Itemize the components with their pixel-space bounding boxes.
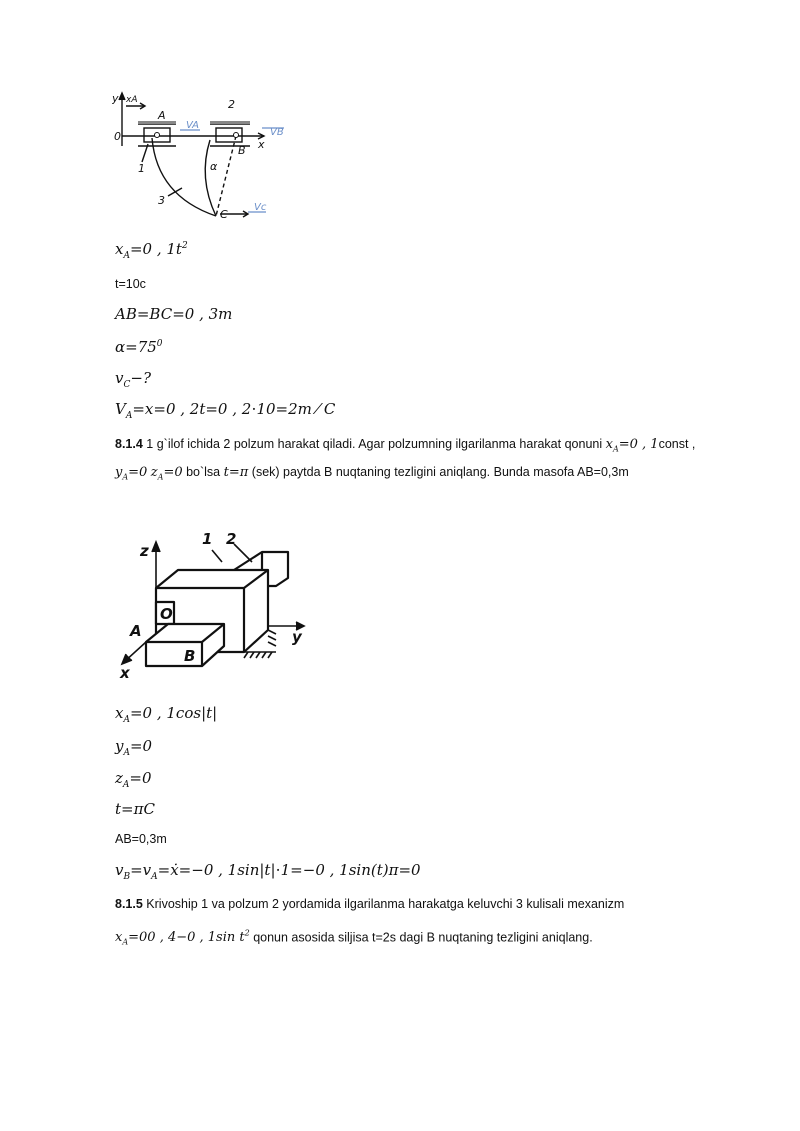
problem-number: 8.1.5 [115,897,143,911]
equation2-za: $z_A=0$ [115,769,152,790]
equation2-vb: $v_B=v_A=ẋ=-0$ , 1sin|t|⋅1=−0 , 1sin(t)π=0 [115,861,421,882]
equation2-xa: $x_A=0$ , 1cos|t| [115,704,218,725]
fig1-label-alpha: α [210,160,218,173]
problem-8-1-5 [115,893,775,954]
fig2-label-x: x [120,664,130,680]
fig2-label-b: B [184,647,196,665]
fig2-label-z: z [140,542,149,560]
fig1-label-c: C [220,208,228,220]
fig2-label-1: 1 [202,530,213,548]
fig2-label-y: y [292,628,302,646]
distance-ab: AB=0,3m [115,832,167,846]
fig1-label-a: A [158,109,166,122]
problem-8-1-5-line1: 8.1.5 Krivoship 1 va polzum 2 yordamida ilgarilanma harakatga keluvchi 3 kulisali mexanizm [115,897,625,911]
equation-vc-unknown: $v_C-$? [115,369,151,390]
time-value: t=10c [115,277,146,291]
fig1-label-va: VA [186,120,200,131]
equation-ab-bc: AB=BC=0 , 3m [115,305,233,323]
fig1-label-xa: xA [126,95,138,105]
fig1-label-y: y [112,92,119,105]
fig1-label-o: 0 [114,130,121,143]
problem-8-1-4 [115,433,775,488]
fig2-label-2: 2 [226,530,237,548]
inline-math-xa: $x_A=0$ , 1 [605,437,659,454]
equation-xa: $x_A=0$ , $1t^2$ [115,240,188,261]
fig1-label-vc: Vc [254,202,267,213]
problem-number: 8.1.4 [115,437,143,451]
problem-8-1-5-line2: $x_A=00$ , 4−0 , 1sin $t^2$ qonun asosida siljisa t=2s dagi B nuqtaning tezligini aniqlang. [115,929,593,947]
fig2-label-o: O [160,605,173,623]
fig1-label-1: 1 [138,162,145,175]
fig1-label-x: x [258,138,265,151]
fig1-label-3: 3 [158,194,165,207]
equation2-t: t=πC [115,800,155,818]
slider-box-figure-2 [116,530,316,680]
problem-8-1-4-line2: $y_A=0$ $z_A=0$ bo`lsa t=π (sek) paytda B nuqtaning tezligini aniqlang. Bunda masofa AB=0,3m [115,464,629,482]
fig1-label-2: 2 [228,98,235,111]
problem-8-1-4-line1: 8.1.4 1 g`ilof ichida 2 polzum harakat qiladi. Agar polzumning ilgarilanma harakat qonuni $x_A=0$ , 1const , [115,437,696,454]
fig1-label-vb: VB [270,127,284,138]
mechanism-figure-1 [112,88,302,220]
fig1-label-b: B [238,144,246,157]
equation2-ya: $y_A=0$ [115,737,153,758]
equation-va: $V_A=x=0$ , 2t=0 , 2⋅10=2m ⁄ C [115,400,336,421]
inline-math-xa-law: $x_A=00$ , 4−0 , 1sin $t^2$ [115,929,250,947]
equation-alpha: $\alpha=75^0$ [115,338,163,356]
fig2-label-a: A [130,622,142,640]
